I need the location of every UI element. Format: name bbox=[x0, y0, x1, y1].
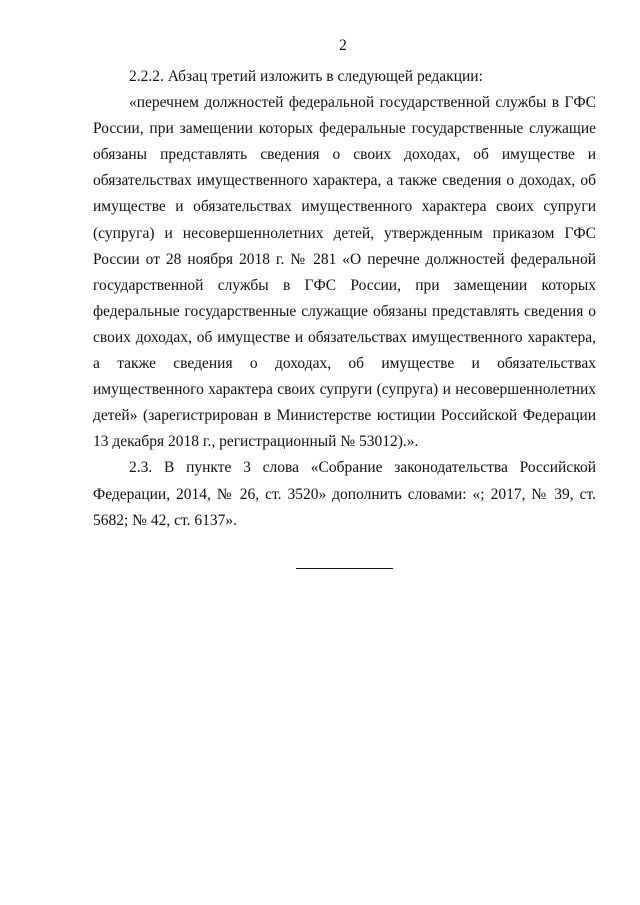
end-divider bbox=[296, 568, 393, 569]
paragraph-2-2-2-text: «перечнем должностей федеральной государственной службы в ГФС России, при замещении которых федеральные государственные служащие обязаны представлять сведения о своих доходах, об имуществе и обязательствах имущественного характера, а также сведения о доходах, об имуществе и обязательствах имущественного характера своих супруги (супруга) и несовершеннолетних детей, утвержденным приказом ГФС России от 28 ноября 2018 г. № 281 «О перечне должностей федеральной государственной службы в ГФС России, при замещении которых федеральные государственные служащие обязаны представлять сведения о своих доходах, об имуществе и обязательствах имущественного характера, а также сведения о доходах, об имуществе и обязательствах имущественного характера своих супруги (супруга) и несовершеннолетних детей» (зарегистрирован в Министерстве юстиции Российской Федерации 13 декабря 2018 г., регистрационный № 53012).». bbox=[93, 94, 596, 451]
paragraph-2-3: 2.3. В пункте 3 слова «Собрание законодательства Российской Федерации, 2014, № 26, ст. 3520» дополнить словами: «; 2017, № 39, ст. 5682; № 42, ст. 6137». bbox=[93, 459, 596, 529]
document-body bbox=[93, 64, 596, 534]
paragraph-2-2-2-heading: 2.2.2. Абзац третий изложить в следующей редакции: bbox=[129, 68, 483, 85]
page-number: 2 bbox=[339, 37, 347, 54]
